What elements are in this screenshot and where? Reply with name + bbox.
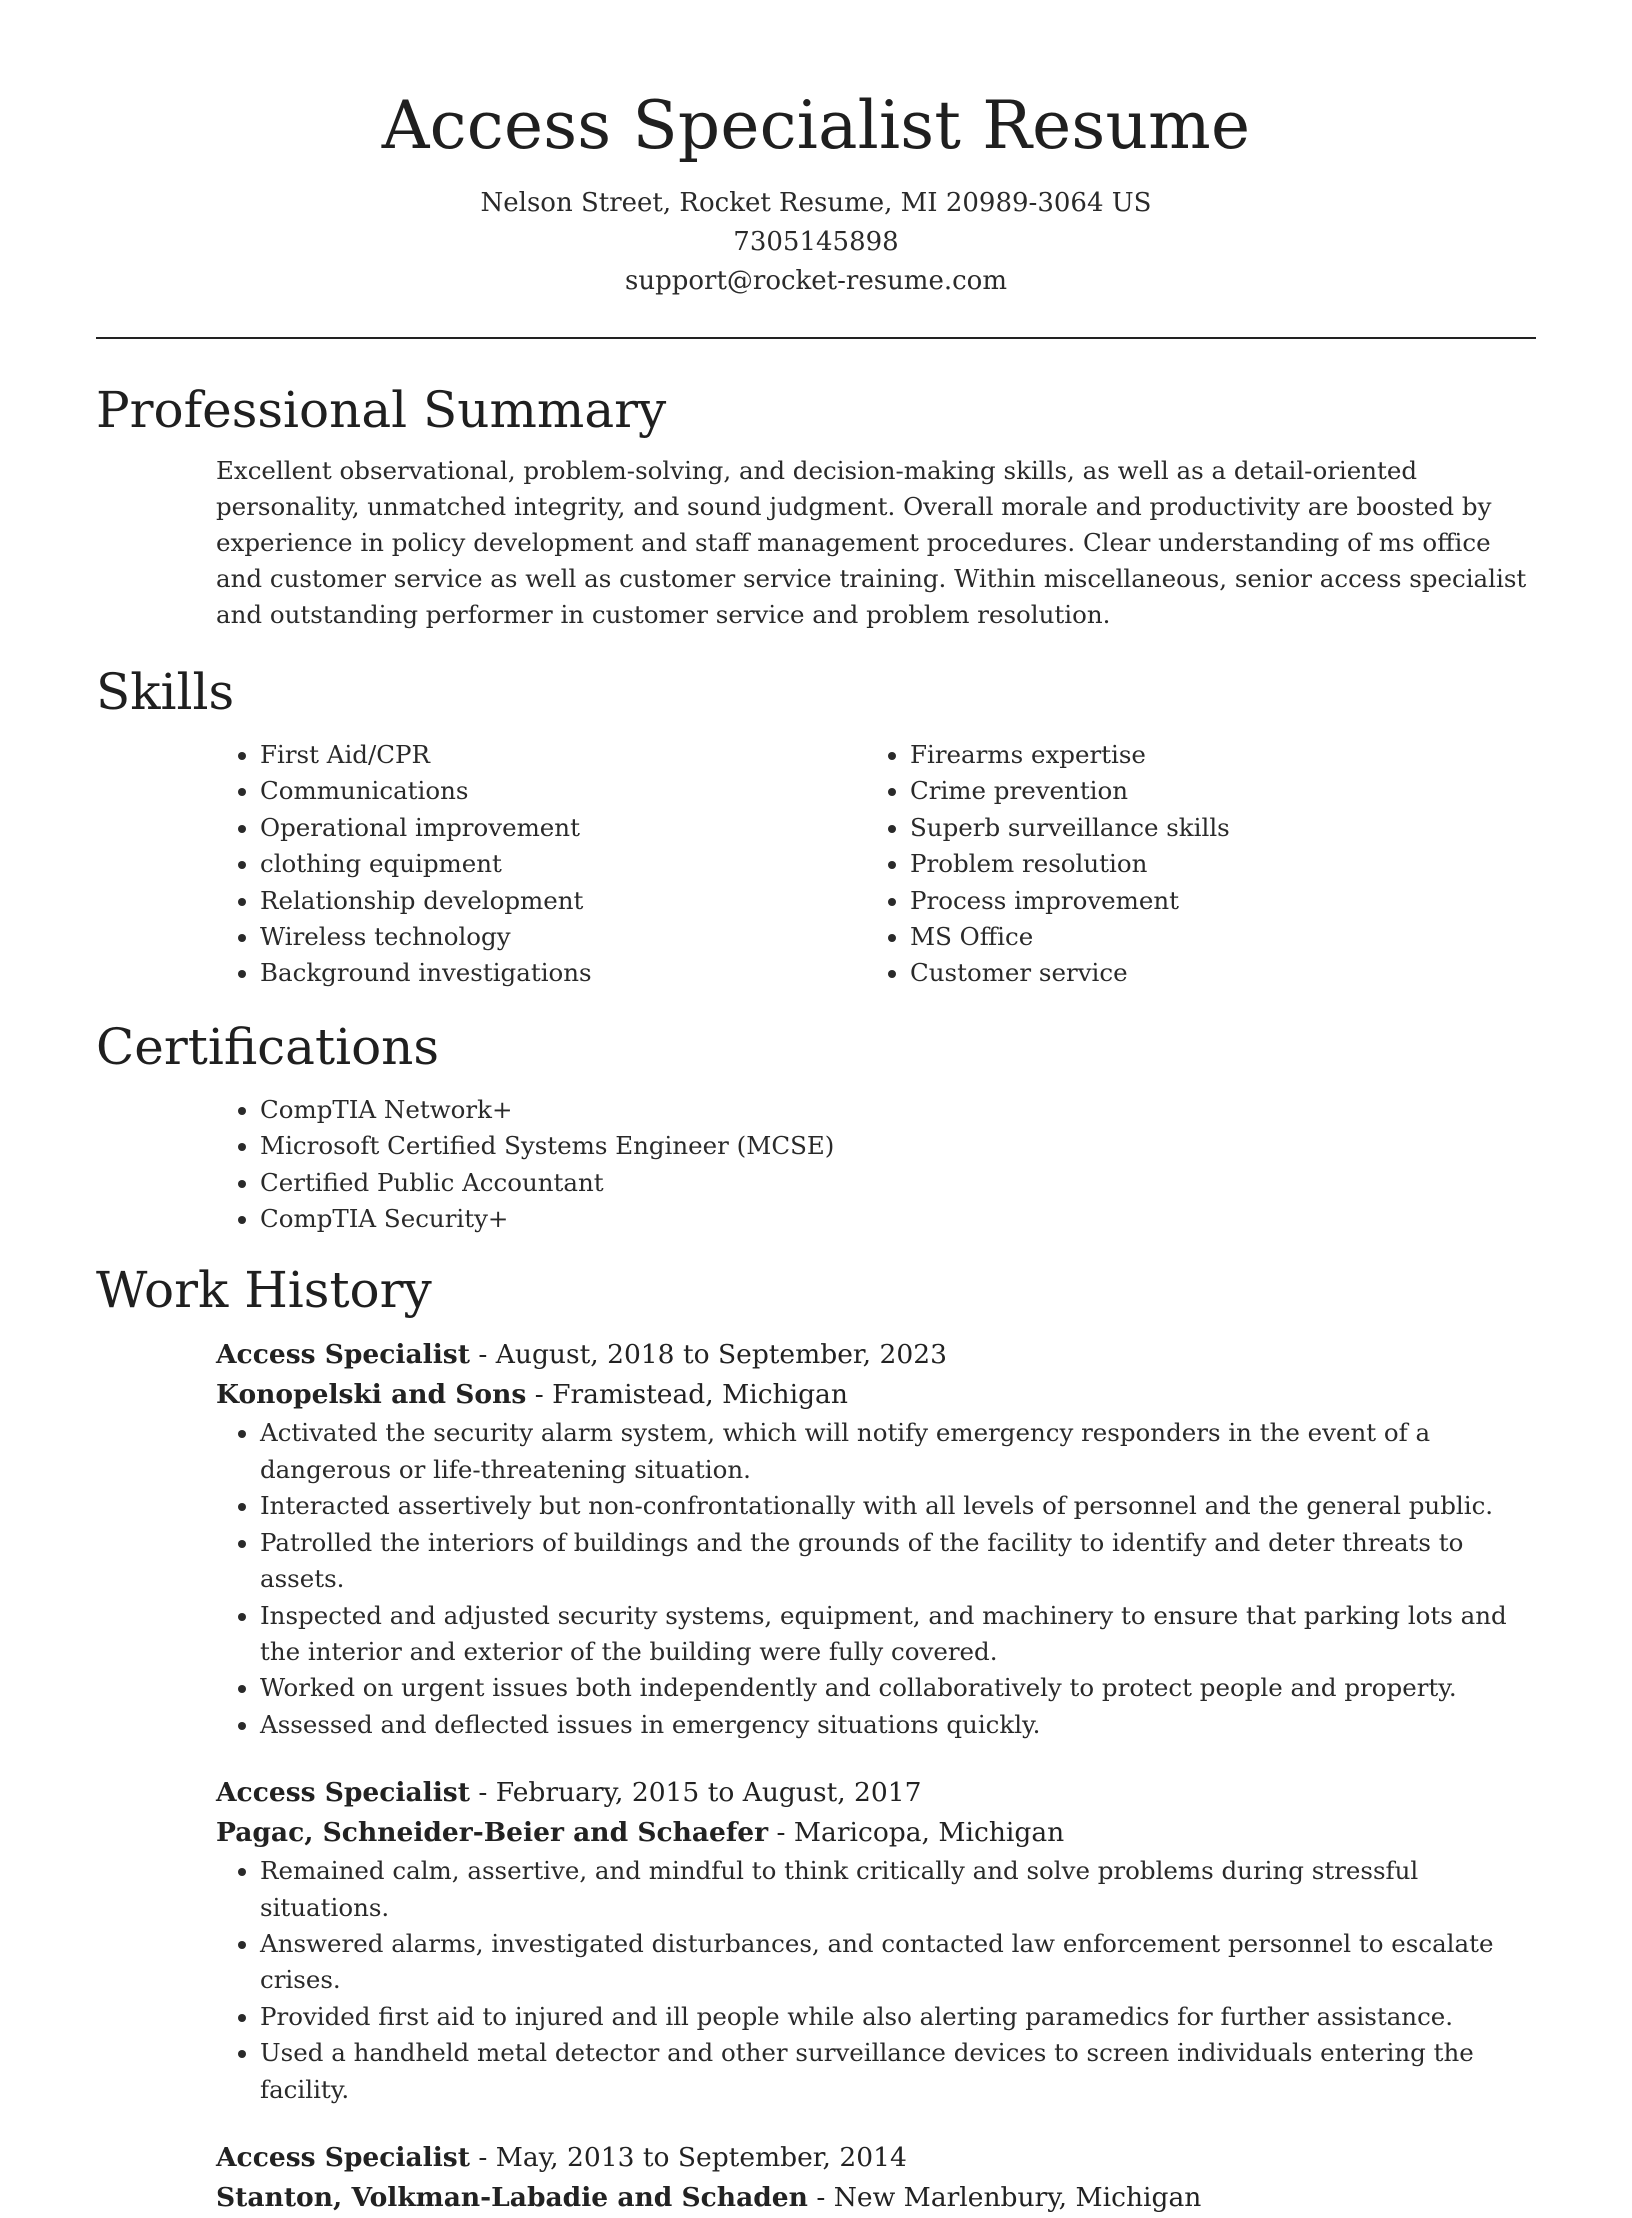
skill-item: • Problem resolution — [910, 846, 1516, 882]
certifications-section — [96, 1016, 1536, 1238]
certification-item: • CompTIA Security+ — [260, 1201, 1536, 1237]
summary-heading: Professional Summary — [96, 381, 667, 439]
job-dates: - May, 2013 to September, 2014 — [469, 2141, 907, 2173]
job-duty: • Assessed and deflected issues in emergency situations quickly. — [260, 1707, 1536, 1743]
job-duty: • Worked on urgent issues both independently and collaboratively to protect people and property. — [260, 1670, 1536, 1706]
skill-item: • clothing equipment — [260, 846, 866, 882]
job-company: Pagac, Schneider-Beier and Schaefer — [216, 1817, 769, 1849]
certifications-list — [216, 1092, 1536, 1238]
job-title: Access Specialist — [216, 1777, 470, 1809]
contact-email: support@rocket-resume.com — [624, 266, 1007, 296]
job-location: - Framistead, Michigan — [526, 1379, 848, 1411]
job-duty: • Provided first aid to injured and ill people while also alerting paramedics for further assistance. — [260, 1999, 1536, 2035]
certifications-block — [216, 1092, 1536, 1238]
job-employer-line — [216, 2178, 1536, 2218]
skill-item: • Relationship development — [260, 883, 866, 919]
resume-title: Access Specialist Resume — [381, 87, 1251, 164]
job-duty: • Used a handheld metal detector and other surveillance devices to screen individuals entering the facility. — [260, 2035, 1536, 2108]
contact-address: Nelson Street, Rocket Resume, MI 20989-3064 US — [480, 188, 1152, 218]
skill-item: • Wireless technology — [260, 919, 866, 955]
skills-heading: Skills — [96, 663, 235, 721]
skill-item: • Crime prevention — [910, 773, 1516, 809]
job-title: Access Specialist — [216, 1339, 470, 1371]
job-duty: • Interacted assertively but non-confrontationally with all levels of personnel and the general public. — [260, 1488, 1536, 1524]
job-duty: • Activated the security alarm system, which will notify emergency responders in the event of a dangerous or life-threatening situation. — [260, 1415, 1536, 1488]
skills-list-left — [216, 737, 866, 992]
certification-item: • Microsoft Certified Systems Engineer (MCSE) — [260, 1128, 1536, 1164]
job-employer-line — [216, 1375, 1536, 1415]
skills-list-right — [866, 737, 1516, 992]
job-location: - New Marlenbury, Michigan — [807, 2181, 1202, 2213]
job-title-line — [216, 1773, 1536, 1813]
skill-item: • Firearms expertise — [910, 737, 1516, 773]
job-duties-list — [216, 1853, 1536, 2108]
skill-item: • Process improvement — [910, 883, 1516, 919]
skills-column-left — [216, 737, 866, 992]
contact-block — [96, 184, 1536, 301]
skill-item: • Superb surveillance skills — [910, 810, 1516, 846]
skills-columns — [216, 737, 1536, 992]
summary-section — [96, 379, 1536, 633]
skill-item: • MS Office — [910, 919, 1516, 955]
job-duty: • Inspected and adjusted security systems, equipment, and machinery to ensure that parking lots and the interior and exterior of the building were fully covered. — [260, 1598, 1536, 1671]
skills-column-right — [866, 737, 1516, 992]
skill-item: • Communications — [260, 773, 866, 809]
job-title-line — [216, 1335, 1536, 1375]
job-company: Konopelski and Sons — [216, 1379, 527, 1411]
work-history-section — [96, 1259, 1536, 2218]
job-employer-line — [216, 1813, 1536, 1853]
job-duty: • Remained calm, assertive, and mindful to think critically and solve problems during stressful situations. — [260, 1853, 1536, 1926]
job-location: - Maricopa, Michigan — [768, 1817, 1065, 1849]
header-divider — [96, 337, 1536, 339]
job-duty: • Answered alarms, investigated disturbances, and contacted law enforcement personnel to escalate crises. — [260, 1926, 1536, 1999]
resume-page — [96, 0, 1536, 2218]
work-history-heading: Work History — [96, 1261, 432, 1320]
certification-item: • CompTIA Network+ — [260, 1092, 1536, 1128]
contact-phone: 7305145898 — [733, 227, 899, 257]
certifications-heading: Certifications — [96, 1017, 440, 1076]
skill-item: • Customer service — [910, 955, 1516, 991]
job-entry — [216, 1773, 1536, 2108]
skill-item: • Background investigations — [260, 955, 866, 991]
job-duty: • Patrolled the interiors of buildings and the grounds of the facility to identify and deter threats to assets. — [260, 1525, 1536, 1598]
resume-header — [96, 0, 1536, 301]
job-title: Access Specialist — [216, 2141, 470, 2173]
summary-text: Excellent observational, problem-solving, and decision-making skills, as well as a detail-oriented personality, unmatched integrity, and sound judgment. Overall morale and productivity are boosted by experience in policy development and staff management procedures. Clear understanding of ms office and customer service as well as customer service training. Within miscellaneous, senior access specialist and outstanding performer in customer service and problem resolution. — [216, 456, 1527, 629]
skills-section — [96, 661, 1536, 992]
certification-item: • Certified Public Accountant — [260, 1165, 1536, 1201]
skill-item: • Operational improvement — [260, 810, 866, 846]
job-duties-list — [216, 1415, 1536, 1743]
job-dates: - August, 2018 to September, 2023 — [469, 1339, 947, 1371]
job-dates: - February, 2015 to August, 2017 — [469, 1777, 922, 1809]
job-entry — [216, 2138, 1536, 2218]
job-title-line — [216, 2138, 1536, 2178]
skill-item: • First Aid/CPR — [260, 737, 866, 773]
job-company: Stanton, Volkman-Labadie and Schaden — [216, 2181, 808, 2213]
job-entry — [216, 1335, 1536, 1743]
